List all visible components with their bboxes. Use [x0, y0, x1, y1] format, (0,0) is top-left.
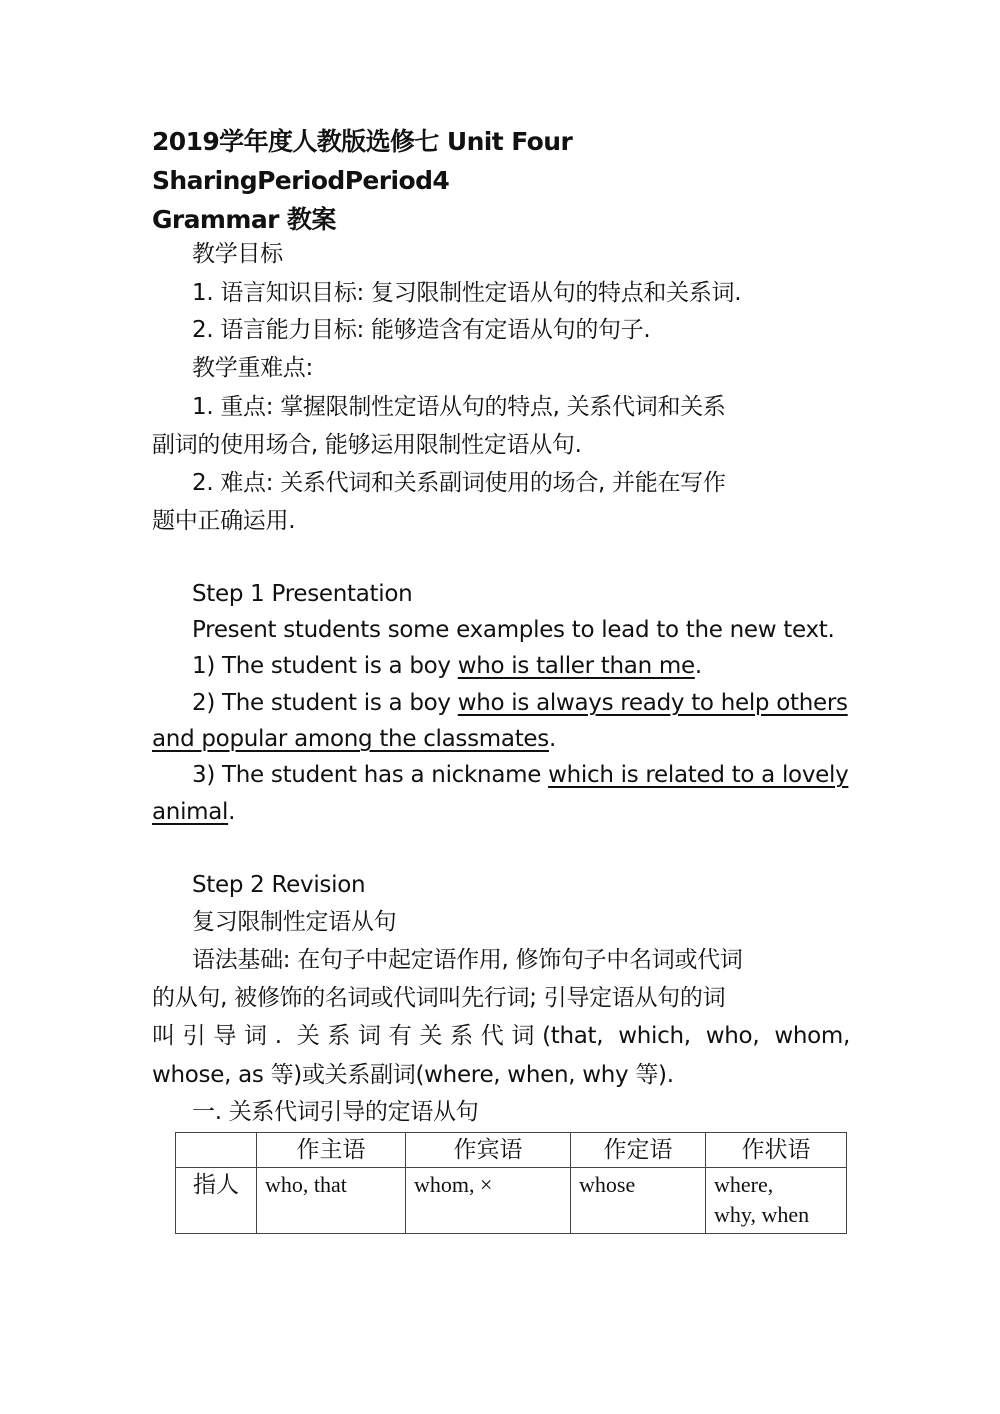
key-point-1-line-2: 副词的使用场合, 能够运用限制性定语从句.	[152, 432, 582, 458]
step1-intro: Present students some examples to lead to the new text.	[192, 617, 835, 643]
table-header-cell: 作状语	[706, 1133, 847, 1168]
document-title	[152, 122, 852, 239]
table-header-cell	[176, 1133, 257, 1168]
example-1-period: .	[694, 653, 702, 679]
example-3-period: .	[228, 799, 236, 825]
table-cell: whose	[571, 1168, 706, 1234]
objective-1: 1. 语言知识目标: 复习限制性定语从句的特点和关系词.	[192, 280, 742, 306]
title-line-2: Grammar 教案	[152, 205, 336, 234]
table-cell-line: why, when	[714, 1202, 810, 1227]
example-2-period: .	[548, 726, 556, 752]
table-header-cell: 作定语	[571, 1133, 706, 1168]
grammar-basis-line-3: 叫引导词. 关系词有关系代词(that, which, who, whom,	[152, 1023, 850, 1049]
table-cell: who, that	[257, 1168, 406, 1234]
table-cell	[706, 1168, 847, 1234]
step2-heading: Step 2 Revision	[192, 872, 366, 898]
key-point-1-line-1: 1. 重点: 掌握限制性定语从句的特点, 关系代词和关系	[192, 394, 726, 420]
section-one-heading: 一. 关系代词引导的定语从句	[192, 1099, 479, 1125]
example-3-clause-part-2: animal	[152, 799, 229, 825]
example-3-clause-part-1: which is related to a lovely	[548, 762, 849, 788]
objectives-heading: 教学目标	[192, 241, 283, 267]
relative-pronoun-table	[175, 1132, 847, 1234]
example-1	[152, 648, 890, 684]
objective-2: 2. 语言能力目标: 能够造含有定语从句的句子.	[192, 317, 651, 343]
table-header-row	[176, 1133, 847, 1168]
title-line-1: 2019学年度人教版选修七 Unit Four SharingPeriodPeriod4	[152, 127, 573, 195]
example-2-line-2	[152, 721, 850, 757]
example-1-text: 1) The student is a boy	[192, 653, 458, 679]
example-3-text: 3) The student has a nickname	[192, 762, 549, 788]
key-points-heading: 教学重难点:	[192, 355, 313, 381]
example-2-clause-part-2: and popular among the classmates	[152, 726, 549, 752]
grammar-basis-line-1: 语法基础: 在句子中起定语作用, 修饰句子中名词或代词	[192, 947, 743, 973]
table-row	[176, 1168, 847, 1234]
table-row-header: 指人	[176, 1168, 257, 1234]
key-point-2-line-1: 2. 难点: 关系代词和关系副词使用的场合, 并能在写作	[192, 470, 726, 496]
grammar-basis-line-2: 的从句, 被修饰的名词或代词叫先行词; 引导定语从句的词	[152, 985, 726, 1011]
step2-subheading: 复习限制性定语从句	[192, 909, 397, 935]
table-cell-line: where,	[714, 1172, 774, 1197]
key-point-2-line-2: 题中正确运用.	[152, 508, 296, 534]
example-3-line-2	[152, 794, 850, 830]
example-2-line-1	[152, 685, 890, 721]
table-header-cell: 作主语	[257, 1133, 406, 1168]
step1-heading: Step 1 Presentation	[192, 581, 413, 607]
table-header-cell: 作宾语	[406, 1133, 571, 1168]
example-2-clause-part-1: who is always ready to help others	[457, 690, 848, 716]
grammar-basis-line-4: whose, as 等)或关系副词(where, when, why 等).	[152, 1062, 674, 1088]
example-2-text: 2) The student is a boy	[192, 690, 458, 716]
table-cell: whom, ×	[406, 1168, 571, 1234]
example-3-line-1	[152, 757, 890, 793]
example-1-clause: who is taller than me	[457, 653, 695, 679]
